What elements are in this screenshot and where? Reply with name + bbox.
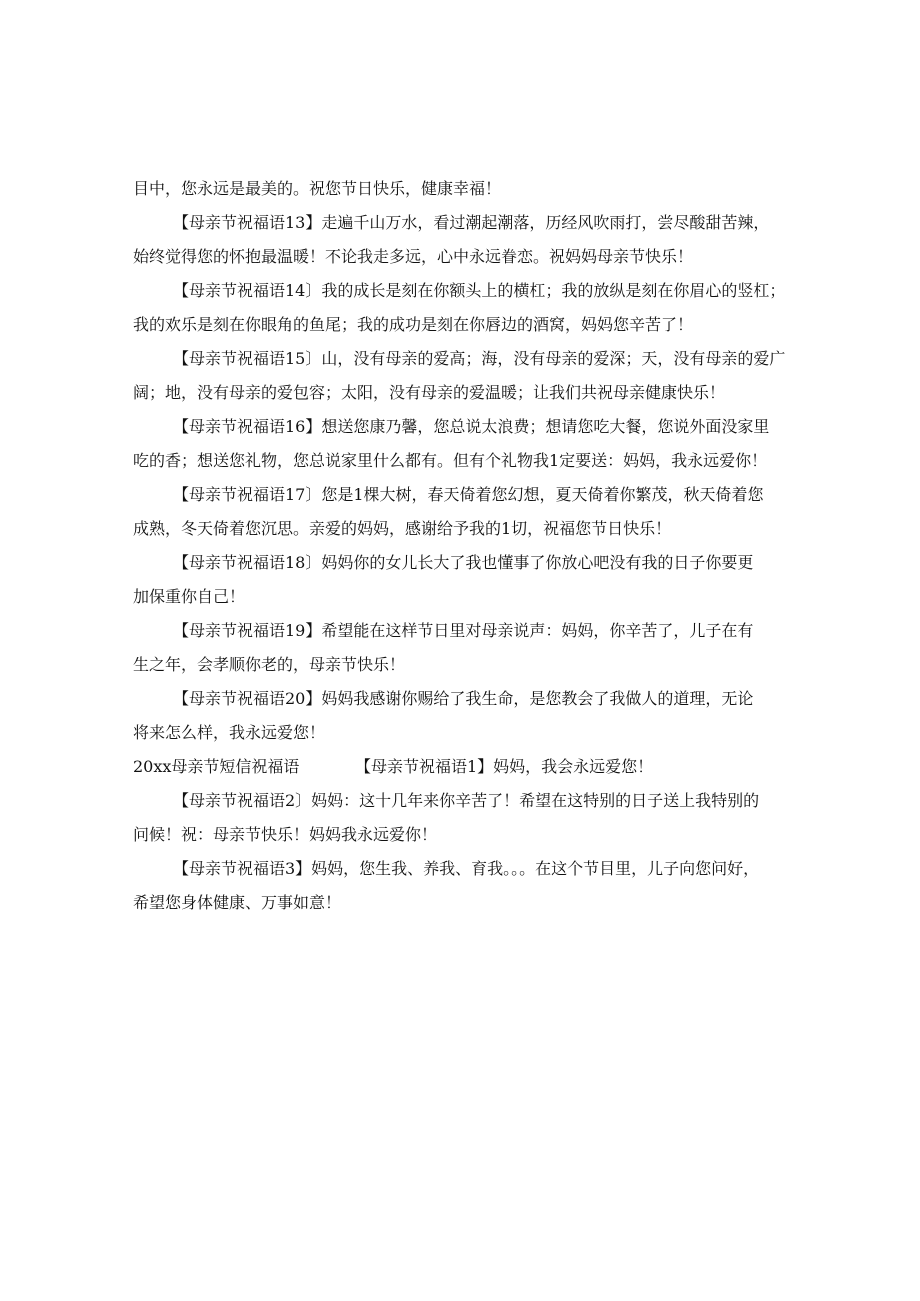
- paragraph-20-line-1: 【母亲节祝福语20】妈妈我感谢你赐给了我生命，是您教会了我做人的道理，无论: [173, 689, 754, 708]
- paragraph-3-line-2: 希望您身体健康、万事如意！: [133, 893, 342, 912]
- paragraph-18-line-2: 加保重你自己！: [133, 587, 246, 606]
- paragraph-1-line-1: 【母亲节祝福语1】妈妈，我会永远爱您！: [355, 757, 654, 776]
- paragraph-19-line-1: 【母亲节祝福语19】希望能在这样节日里对母亲说声：妈妈，你辛苦了，儿子在有: [173, 621, 754, 640]
- paragraph-3-line-1: 【母亲节祝福语3】妈妈，您生我、养我、育我。。。在这个节目里，儿子向您问好，: [173, 859, 760, 878]
- paragraph-16-line-2: 吃的香；想送您礼物，您总说家里什么都有。但有个礼物我1定要送：妈妈，我永远爱你！: [133, 451, 768, 470]
- paragraph-17-line-2: 成熟，冬天倚着您沉思。亲爱的妈妈，感谢给予我的1切，祝福您节日快乐！: [133, 519, 672, 538]
- paragraph-14-line-1: 【母亲节祝福语14〕我的成长是刻在你额头上的横杠；我的放纵是刻在你眉心的竖杠；: [173, 281, 786, 300]
- section-heading-line: [133, 750, 793, 784]
- paragraph-13-line-1: 【母亲节祝福语13】走遍千山万水，看过潮起潮落，历经风吹雨打，尝尽酸甜苦辣，: [173, 213, 770, 232]
- paragraph-13-line-2: 始终觉得您的怀抱最温暖！不论我走多远，心中永远眷恋。祝妈妈母亲节快乐！: [133, 247, 694, 266]
- paragraph-18-line-1: 【母亲节祝福语18〕妈妈你的女儿长大了我也懂事了你放心吧没有我的日子你要更: [173, 553, 754, 572]
- section-heading: 20xx母亲节短信祝福语: [133, 757, 300, 776]
- paragraph-15-line-1: 【母亲节祝福语15〕山，没有母亲的爱高；海，没有母亲的爱深；天，没有母亲的爱广: [173, 349, 786, 368]
- document-body: [133, 172, 793, 920]
- paragraph-20-line-2: 将来怎么样，我永远爱您！: [133, 723, 326, 742]
- paragraph-17-line-1: 【母亲节祝福语17〕您是1棵大树，春天倚着您幻想，夏天倚着你繁茂，秋天倚着您: [173, 485, 764, 504]
- paragraph-2-line-2: 问候！祝：母亲节快乐！妈妈我永远爱你！: [133, 825, 438, 844]
- paragraph-16-line-1: 【母亲节祝福语16】想送您康乃馨，您总说太浪费；想请您吃大餐，您说外面没家里: [173, 417, 770, 436]
- paragraph-2-line-1: 【母亲节祝福语2〕妈妈：这十几年来你辛苦了！希望在这特别的日子送上我特别的: [173, 791, 760, 810]
- text-line: 目中，您永远是最美的。祝您节日快乐，健康幸福！: [133, 179, 502, 198]
- paragraph-19-line-2: 生之年，会孝顺你老的，母亲节快乐！: [133, 655, 406, 674]
- paragraph-15-line-2: 阔；地，没有母亲的爱包容；太阳，没有母亲的爱温暖；让我们共祝母亲健康快乐！: [133, 383, 726, 402]
- paragraph-14-line-2: 我的欢乐是刻在你眼角的鱼尾；我的成功是刻在你唇边的酒窝，妈妈您辛苦了！: [133, 315, 694, 334]
